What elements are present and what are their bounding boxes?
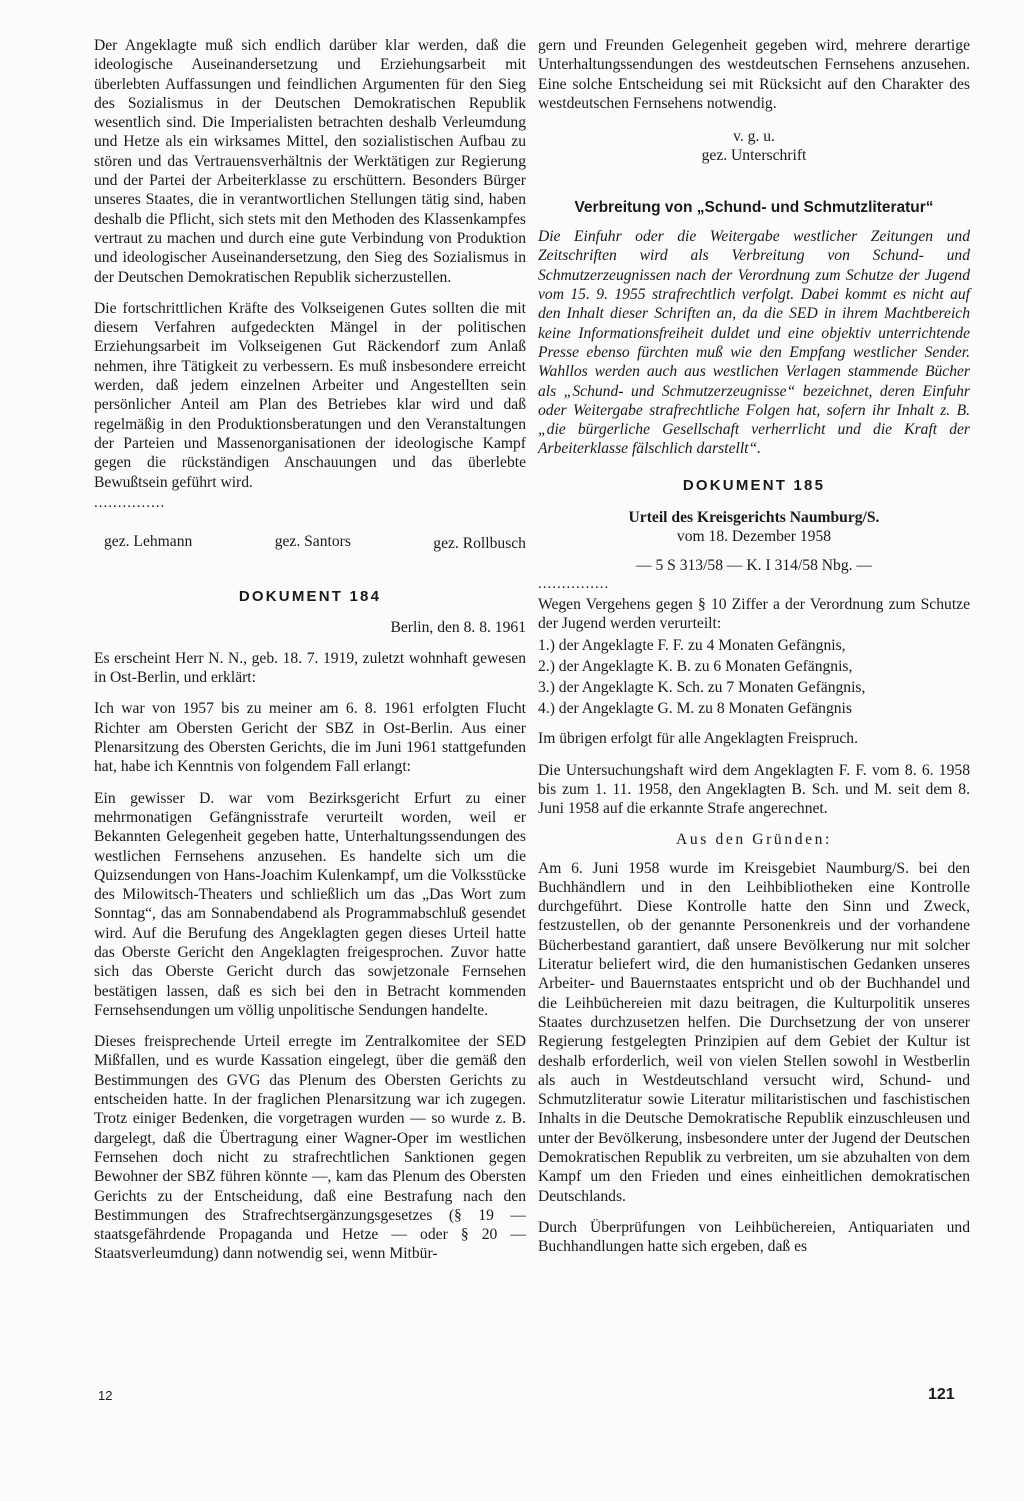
case-reference: — 5 S 313/58 — K. I 314/58 Nbg. — — [635, 556, 873, 574]
vgu-note: v. g. u. — [733, 128, 775, 146]
body-paragraph: Durch Überprüfungen von Leihbüchereien, Antiquariaten und Buchhandlungen hatte sich ergeben, daß es — [538, 1218, 970, 1256]
body-paragraph: Im übrigen erfolgt für alle Angeklagten Freispruch. — [538, 730, 859, 748]
body-paragraph: gern und Freunden Gelegenheit gegeben wird, mehrere derartige Unterhaltungssendungen des westdeutschen Fernsehens anzusehen. Eine solche Entscheidung sei mit Rücksicht auf den Charakter des westdeutschen Fernsehens notwendig. — [538, 37, 970, 112]
body-paragraph: Es erscheint Herr N. N., geb. 18. 7. 1919, zuletzt wohnhaft gewesen in Ost-Berlin, und erklärt: — [94, 649, 526, 687]
grounds-heading: Aus den Gründen: — [676, 830, 832, 848]
list-item: 2.) der Angeklagte K. B. zu 6 Monaten Gefängnis, — [538, 658, 853, 676]
section-title: Verbreitung von „Schund- und Schmutzliteratur“ — [574, 199, 934, 217]
page-number-right: 121 — [928, 1386, 955, 1403]
signature-3: gez. Rollbusch — [433, 534, 526, 552]
body-paragraph: Wegen Vergehens gegen § 10 Ziffer a der Verordnung zum Schutze der Jugend werden verurteilt: — [538, 595, 970, 633]
signature-1: gez. Lehmann — [104, 532, 193, 550]
list-item: 4.) der Angeklagte G. M. zu 8 Monaten Gefängnis — [538, 700, 852, 718]
body-paragraph: Ein gewisser D. war vom Bezirksgericht Erfurt zu einer mehrmonatigen Gefängnisstrafe verurteilt worden, weil er Bekannten Gelegenheit gegeben hatte, Unterhaltungssendungen des westlichen Fernsehens anzusehen. Es handelte sich um die Quizsendungen von Hans-Joachim Kulenkampf, um die Volksstücke des Milowitsch-Theaters und schließlich um das „Das Wort zum Sonntag“, das am Sonnabendabend als Programmabschluß gesendet wird. Auf die Berufung des Angeklagten gegen dieses Urteil hatte das Oberste Gericht den Angeklagten freigesprochen. Zuvor hatte sich das Oberste Gericht durch das sowjetzonale Fernsehen bestätigen lassen, daß es sich bei den in Betracht kommenden Fernsehsendungen um völlig unpolitische Sendungen handelte. — [94, 789, 526, 1019]
body-paragraph: Ich war von 1957 bis zu meiner am 6. 8. 1961 erfolgten Flucht Richter am Obersten Gericht der SBZ in Ost-Berlin. Aus einer Plenarsitzung des Obersten Gerichts, die im Juni 1961 stattgefunden hat, habe ich Kenntnis von folgendem Fall erlangt: — [94, 700, 526, 776]
ellipsis-line: ............... — [538, 575, 610, 592]
document-date: Berlin, den 8. 8. 1961 — [390, 618, 526, 636]
document-heading: DOKUMENT 184 — [238, 587, 382, 605]
body-paragraph: Am 6. Juni 1958 wurde im Kreisgebiet Naumburg/S. bei den Buchhändlern und in den Leihbibliotheken eine Kontrolle durchgeführt. Diese Kontrolle hatte den Sinn und Zweck, festzustellen, ob der genannte Personenkreis und der vorhandene Bücherbestand garantiert, daß unsere Bevölkerung nur mit solcher Literatur beliefert wird, die den humanistischen Gedanken unseres Arbeiter- und Bauernstaates entspricht und ob der Buchhandel und die Leihbüchereien mit dazu beitragen, die Kulturpolitik unseres Staates durchzusetzen helfen. Die Durchsetzung der von unserer Regierung festgelegten Prinzipien auf dem Gebiet der Kultur ist deshalb erforderlich, weil von vielen Stellen sowohl in Westberlin als auch in Westdeutschland versucht wird, Schund- und Schmutzliteratur sowie Literatur militaristischen und faschistischen Inhalts in die Deutsche Demokratische Republik einzuschleusen und unter der Bevölkerung, insbesondere unter der Jugend der Deutschen Demokratischen Republik zu verbreiten, um sie abzuhalten von dem Kampf um den Frieden und eines einheitlichen demokratischen Deutschlands. — [538, 859, 970, 1205]
body-paragraph: Der Angeklagte muß sich endlich darüber klar werden, daß die ideologische Auseinandersetzung und Erziehungsarbeit mit überlebten Auffassungen und feindlichen Argumenten für den Sieg des Sozialismus in der Deutschen Demokratischen Republik wesentlich sind. Die Imperialisten betrachten deshalb Verleumdung und Hetze als ein wirksames Mittel, den sozialistischen Aufbau zu stören und das Vertrauensverhältnis der Werktätigen zur Regierung und der Partei der Arbeiterklasse zu erschüttern. Besonders Bürger unseres Staates, die in verantwortlichen Stellungen tätig sind, haben deshalb die Pflicht, sich stets mit den Methoden des Klassenkampfes vertraut zu machen und durch eine gute Verbindung von Produktion und ideologischer Auseinandersetzung, den Sieg des Sozialismus in der Deutschen Demokratischen Republik sicherzustellen. — [94, 37, 526, 286]
editorial-note — [538, 227, 970, 459]
judgment-date: vom 18. Dezember 1958 — [676, 527, 832, 545]
right-column — [538, 36, 970, 1268]
ellipsis-line: ............... — [94, 494, 166, 511]
signature: gez. Unterschrift — [701, 147, 807, 165]
italic-paragraph: Die Einfuhr oder die Weitergabe westlicher Zeitungen und Zeitschriften wird als Verbreitung von Schund- und Schmutzerzeugnissen nach der Verordnung zum Schutze der Jugend vom 15. 9. 1955 strafrechtlich verfolgt. Dabei kommt es nicht auf den Inhalt dieser Schriften an, da die SED in ihrem Machtbereich keine Informationsfreiheit duldet und eine objektiv unterrichtende Presse ebenso fürchten muß wie den Empfang westlicher Sender. Wahllos werden auch aus westlichen Verlagen stammende Bücher als „Schund- und Schmutzerzeugnisse“ bezeichnet, deren Einfuhr oder Weitergabe strafrechtliche Folgen hat, sofern ihr Inhalt z. B. „die bürgerliche Gesellschaft verherrlicht und die Kraft der Arbeiterklasse fälschlich darstellt“. — [538, 228, 970, 458]
body-paragraph: Dieses freisprechende Urteil erregte im Zentralkomitee der SED Mißfallen, und es wurde Kassation eingelegt, über die gemäß den Bestimmungen des GVG das Plenum des Obersten Gerichts zu entscheiden hatte. In der fraglichen Plenarsitzung war ich zugegen. Trotz einiger Bedenken, die vorgetragen wurden — so wurde z. B. dargelegt, daß die Übertragung einer Wagner-Oper im westlichen Fernsehen doch nicht zu strafrechtlichen Sanktionen gegen Bewohner der SBZ führen könnte —, kam das Plenum des Obersten Gerichts zu der Entscheidung, daß eine Bestrafung nach den Bestimmungen des Strafrechtsergänzungsgesetzes (§ 19 — staatsgefährdende Propaganda und Hetze — oder § 20 — Staatsverleumdung) dann notwendig sei, wenn Mitbür- — [94, 1033, 526, 1263]
body-paragraph: Die Untersuchungshaft wird dem Angeklagten F. F. vom 8. 6. 1958 bis zum 1. 11. 1958, den Angeklagten B. Sch. und M. seit dem 8. Juni 1958 auf die erkannte Strafe angerechnet. — [538, 761, 970, 818]
list-item: 1.) der Angeklagte F. F. zu 4 Monaten Gefängnis, — [538, 637, 846, 655]
signature-2: gez. Santors — [274, 532, 351, 550]
document-heading: DOKUMENT 185 — [682, 476, 826, 494]
page-number-left: 12 — [98, 1388, 113, 1403]
signature-row — [104, 532, 526, 553]
list-item: 3.) der Angeklagte K. Sch. zu 7 Monaten Gefängnis, — [538, 679, 866, 697]
body-paragraph: Die fortschrittlichen Kräfte des Volkseigenen Gutes sollten die mit diesem Verfahren aufgedeckten Mängel in der politischen Erziehungsarbeit im Volkseigenen Gut Räckendorf zum Anlaß nehmen, ihre Tätigkeit zu verbessern. Es muß insbesondere erreicht werden, daß jedem einzelnen Arbeiter und Angestellten sein persönlicher Anteil am Plan des Betriebes klar wird und daß regelmäßig in den Produktionsberatungen und den Veranstaltungen der Parteien und Massenorganisationen der ideologische Kampf gegen die rückständigen Anschauungen und das überlebte Bewußtsein geführt wird. — [94, 299, 526, 491]
left-column — [94, 36, 526, 1276]
sentence-list — [538, 635, 970, 719]
judgment-title: Urteil des Kreisgerichts Naumburg/S. — [628, 508, 880, 526]
